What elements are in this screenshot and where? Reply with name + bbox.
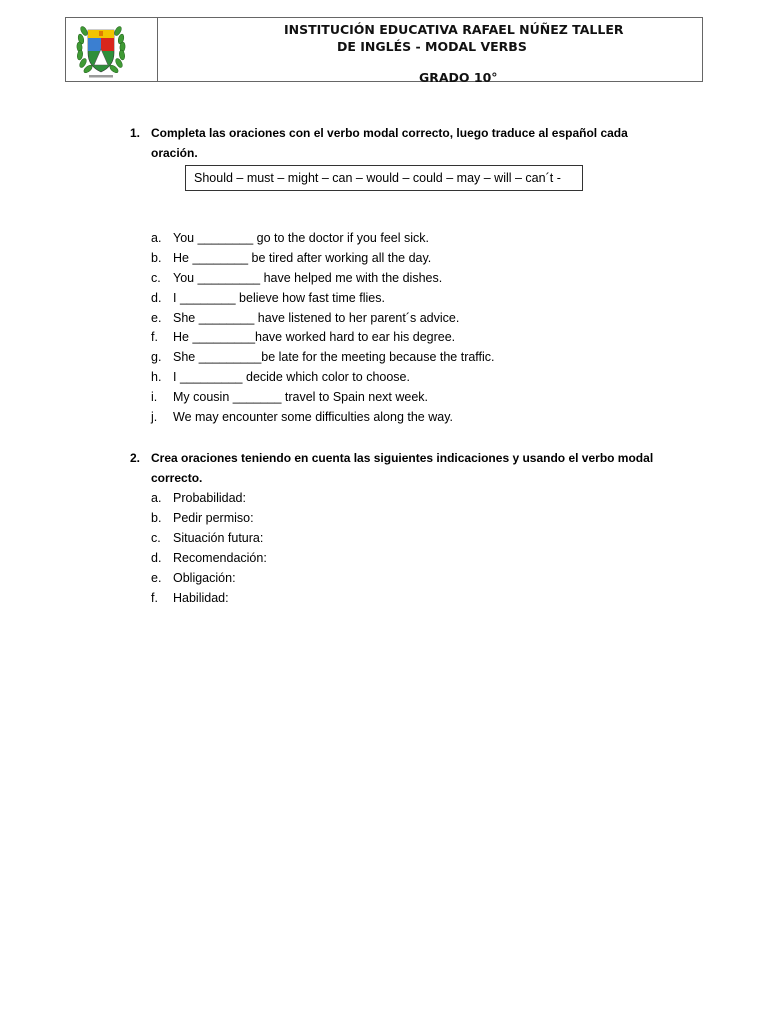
item-letter: e. [151, 310, 162, 325]
item-letter: d. [151, 551, 162, 565]
list-item [151, 348, 495, 368]
word-bank-box [185, 165, 583, 191]
exercise-2-number: 2. [130, 451, 141, 465]
item-letter: c. [151, 531, 161, 545]
item-text: Habilidad: [173, 591, 229, 605]
exercise-1-instruction: Completa las oraciones con el verbo modal correcto, luego traduce al español cada oración. [151, 126, 628, 160]
item-text: My cousin _______ travel to Spain next week. [173, 390, 429, 405]
item-letter: i. [151, 390, 158, 405]
item-letter: a. [151, 491, 162, 505]
list-item [151, 249, 495, 269]
school-crest-icon [75, 21, 127, 80]
item-text: You _________ have helped me with the dishes. [173, 270, 443, 285]
item-letter: b. [151, 511, 162, 525]
item-text: We may encounter some difficulties along the way. [173, 410, 454, 425]
list-item [151, 229, 495, 249]
item-text: She _________be late for the meeting because the traffic. [173, 350, 495, 365]
item-text: Pedir permiso: [173, 511, 254, 525]
item-letter: a. [151, 231, 162, 245]
list-item [151, 508, 267, 528]
list-item [151, 408, 495, 428]
grade-label: GRADO 10° [419, 70, 498, 85]
exercise-2-instruction: Crea oraciones teniendo en cuenta las siguientes indicaciones y usando el verbo modal correcto. [151, 451, 654, 485]
list-item [151, 588, 267, 608]
exercise-2-list [151, 488, 267, 608]
list-item [151, 269, 495, 289]
item-letter: f. [151, 330, 158, 345]
list-item [151, 568, 267, 588]
item-text: She ________ have listened to her parent´s advice. [173, 310, 460, 325]
item-text: Recomendación: [173, 551, 267, 565]
item-text: You ________ go to the doctor if you feel sick. [173, 231, 429, 245]
list-item [151, 289, 495, 309]
list-item [151, 548, 267, 568]
list-item [151, 488, 267, 508]
list-item [151, 328, 495, 348]
item-letter: g. [151, 350, 162, 365]
item-text: Situación futura: [173, 531, 264, 545]
item-letter: b. [151, 250, 162, 265]
exercise-1-list [151, 229, 495, 428]
word-bank-text: Should – must – might – can – would – could – may – will – can´t - [194, 171, 561, 185]
list-item [151, 368, 495, 388]
item-text: He _________have worked hard to ear his degree. [173, 330, 456, 345]
item-text: Obligación: [173, 571, 236, 585]
item-text: He ________ be tired after working all the day. [173, 250, 432, 265]
item-letter: d. [151, 290, 162, 305]
logo-cell [66, 18, 158, 81]
item-letter: e. [151, 571, 162, 585]
list-item [151, 528, 267, 548]
item-letter: h. [151, 370, 162, 385]
item-letter: f. [151, 591, 158, 605]
school-title: INSTITUCIÓN EDUCATIVA RAFAEL NÚÑEZ TALLER [284, 22, 624, 37]
item-text: I _________ decide which color to choose. [173, 370, 410, 385]
list-item [151, 309, 495, 329]
item-text: I ________ believe how fast time flies. [173, 290, 385, 305]
item-letter: j. [151, 410, 158, 425]
item-text: Probabilidad: [173, 491, 246, 505]
list-item [151, 388, 495, 408]
item-letter: c. [151, 270, 161, 285]
exercise-1-number: 1. [130, 126, 141, 140]
worksheet-title: DE INGLÉS - MODAL VERBS [337, 39, 527, 54]
